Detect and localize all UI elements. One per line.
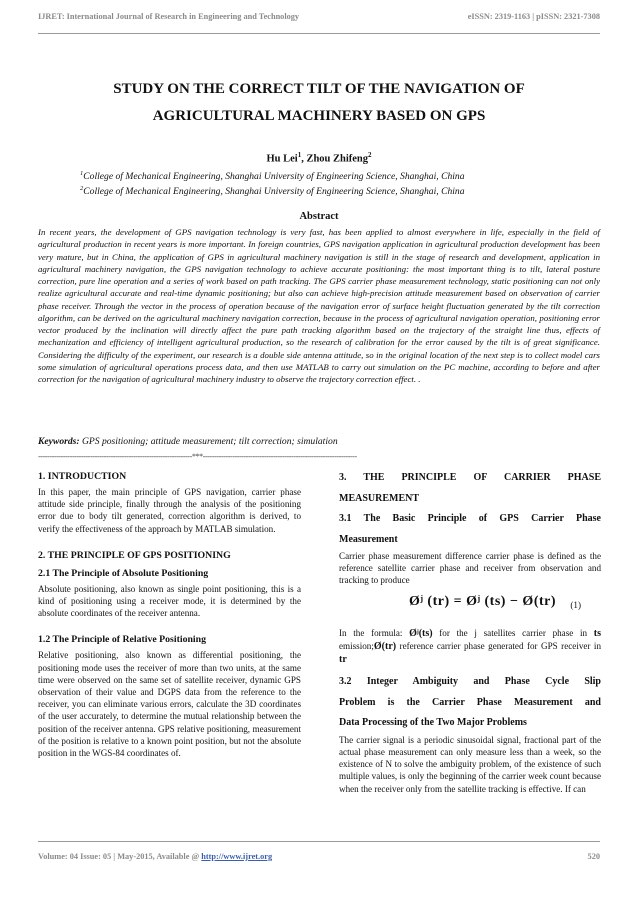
page-number: 520 bbox=[587, 852, 600, 861]
formula-explanation bbox=[339, 627, 601, 667]
section-3-1-heading-line-2: Measurement bbox=[339, 533, 398, 545]
affiliation-2-sup: 2 bbox=[80, 185, 84, 192]
running-header bbox=[38, 12, 600, 28]
affiliation-2 bbox=[80, 185, 600, 197]
section-2-2-heading: 1.2 The Principle of Relative Positioning bbox=[38, 634, 206, 646]
right-column bbox=[339, 468, 601, 801]
section-3-heading-line-2: MEASUREMENT bbox=[339, 492, 420, 504]
section-3-1-heading-line-1: 3.1 The Basic Principle of GPS Carrier Phase bbox=[339, 513, 601, 524]
journal-link[interactable]: http://www.ijret.org bbox=[201, 852, 273, 861]
formula-text-c: emission; bbox=[339, 640, 374, 651]
formula-text-a: In the formula: bbox=[339, 627, 403, 638]
author-1-sup: 1 bbox=[297, 151, 302, 159]
footer-rule bbox=[38, 841, 600, 842]
formula-symbol-1: Øʲ(ts) bbox=[409, 627, 433, 639]
left-column bbox=[38, 468, 301, 765]
section-separator: --------------------------------------------------------------------***-------------------------------------------------------------------- bbox=[38, 452, 357, 461]
section-3-2-paragraph: The carrier signal is a periodic sinusoidal signal, fractional part of the actual phase measurement can only measure less than a week, so the existence of N to solve the ambiguity problem, of the existence of such multiple values, is only the beginning of the carrier week count because when the receiver only from the satellite tracking is effective. If can bbox=[339, 734, 601, 794]
section-3-1-paragraph: Carrier phase measurement difference carrier phase is defined as the reference satellite carrier phase and receiver from observation and tracking to produce bbox=[339, 551, 601, 586]
formula-symbol-4: tr bbox=[339, 654, 347, 666]
keywords-text: GPS positioning; attitude measurement; tilt correction; simulation bbox=[81, 436, 338, 447]
author-2-sup: 2 bbox=[368, 151, 372, 159]
footer-volume bbox=[38, 852, 272, 861]
section-2-1-paragraph: Absolute positioning, also known as single point positioning, this is a kind of positioning using a receiver mode, it is determined by the absolute coordinates of the receiver antenna. bbox=[38, 583, 301, 619]
formula-symbol-3: Ø(tr) bbox=[373, 640, 397, 652]
equation-1-number: (1) bbox=[570, 599, 581, 610]
abstract-heading: Abstract bbox=[299, 211, 339, 222]
issn: eISSN: 2319-1163 | pISSN: 2321-7308 bbox=[467, 12, 600, 21]
section-3-heading bbox=[339, 468, 601, 509]
title-line-1: STUDY ON THE CORRECT TILT OF THE NAVIGATION OF bbox=[113, 81, 525, 97]
author-2: Zhou Zhifeng bbox=[306, 153, 369, 165]
affiliation-2-text: College of Mechanical Engineering, Shanghai University of Engineering Science, Shanghai, China bbox=[83, 186, 465, 198]
paper-title bbox=[38, 76, 600, 130]
title-line-2: AGRICULTURAL MACHINERY BASED ON GPS bbox=[152, 108, 486, 124]
section-1-heading: 1. INTRODUCTION bbox=[38, 471, 127, 482]
equation-1-formula: Øʲ (tr) = Øʲ (ts) − Ø(tr) bbox=[409, 593, 557, 609]
formula-text-d: reference carrier phase generated for GPS receiver in bbox=[396, 640, 601, 651]
section-3-heading-line-1: 3. THE PRINCIPLE OF CARRIER PHASE bbox=[339, 472, 601, 483]
formula-text-b: for the j satellites carrier phase in bbox=[432, 627, 594, 638]
author-1: Hu Lei bbox=[266, 153, 298, 165]
section-3-1-heading bbox=[339, 509, 601, 550]
journal-name: IJRET: International Journal of Research in Engineering and Technology bbox=[38, 12, 300, 21]
section-3-2-heading-line-1: 3.2 Integer Ambiguity and Phase Cycle Slip bbox=[339, 676, 601, 688]
section-2-heading: 2. THE PRINCIPLE OF GPS POSITIONING bbox=[38, 549, 231, 561]
authors bbox=[38, 151, 600, 165]
affiliation-1-text: College of Mechanical Engineering, Shanghai University of Engineering Science, Shanghai, China bbox=[83, 171, 465, 183]
section-3-2-heading bbox=[339, 672, 601, 734]
equation-1 bbox=[339, 593, 601, 621]
section-1-paragraph: In this paper, the main principle of GPS navigation, carrier phase attitude side principle, finally through the analysis of the positioning error due to body tilt generated, correction algorithm is derived, to verify the effectiveness of the approach by MATLAB simulation. bbox=[38, 487, 301, 534]
footer-volume-text: Volume: 04 Issue: 05 | May-2015, Available @ bbox=[38, 852, 202, 861]
author-sep: , bbox=[301, 153, 307, 165]
section-2-2-paragraph: Relative positioning, also known as differential positioning, the positioning mode uses the receiver of more than two units, at the same time were observed on the same set of satellite receiver, dynamic GPS observation of their value and DGPS data from the reference to the receiver, you can eliminate various errors, calculate the 3D coordinates of the user accurately, to determine the mutual relationship between the position of the receiver antenna. GPS relative positioning, measurement of the position is relative to a known point position, but not the absolute position in the WGS-84 coordinates of. bbox=[38, 650, 301, 759]
affiliation-1 bbox=[80, 170, 600, 182]
formula-symbol-2: ts bbox=[593, 627, 601, 639]
affiliation-1-sup: 1 bbox=[80, 170, 84, 177]
header-rule bbox=[38, 33, 600, 34]
abstract-text: In recent years, the development of GPS navigation technology is very fast, has been applied to almost everywhere in life, especially in the field of agricultural production in recent years is more important. In foreign countries, GPS navigation application in agricultural production development has been very mature, but in China, the application of GPS in agricultural machinery navigation is still in the stage of research and development, application in agricultural machinery navigation, the GPS navigation technology to achieve accurate positioning: the most important thing is to tilt, lateral posture correction, pure line operation and a series of work based on path tracking. The GPS carrier phase measurement technology, static positioning can not only realize agricultural accurate and real-time dynamic positioning; but also can achieve high-precision attitude measurement based on observation of carrier phase receiver. Through the vector in the process of operation because of the navigation error of surface height fluctuation generated by the tilt correction algorithm, can be derived on the agricultural machinery navigation correction, because in the process of agricultural navigation operation, positioning error vector produced by the inclination will directly affect the pure path tracking algorithm based on the trajectory of the straight line thus, effects of mechanization and efficiency of intelligent agricultural production, so the research of calibration for the error caused by the tilt is of great significance. Considering the difficulty of the experiment, our research is a double side antenna attitude, so in the original location of the next step is to collect model cars some simulation of agricultural operations process data, and then use MATLAB to carry out simulation on the PC machine, according to before and after correction for the navigation of agricultural machinery industry to observe the trajectory correction effect. . bbox=[38, 227, 600, 384]
keywords bbox=[38, 436, 600, 447]
keywords-label: Keywords: bbox=[38, 436, 80, 447]
section-2-1-heading: 2.1 The Principle of Absolute Positioning bbox=[38, 567, 209, 579]
section-3-2-heading-line-2: Problem is the Carrier Phase Measurement and bbox=[339, 696, 601, 708]
section-3-2-heading-line-3: Data Processing of the Two Major Problems bbox=[339, 717, 527, 729]
